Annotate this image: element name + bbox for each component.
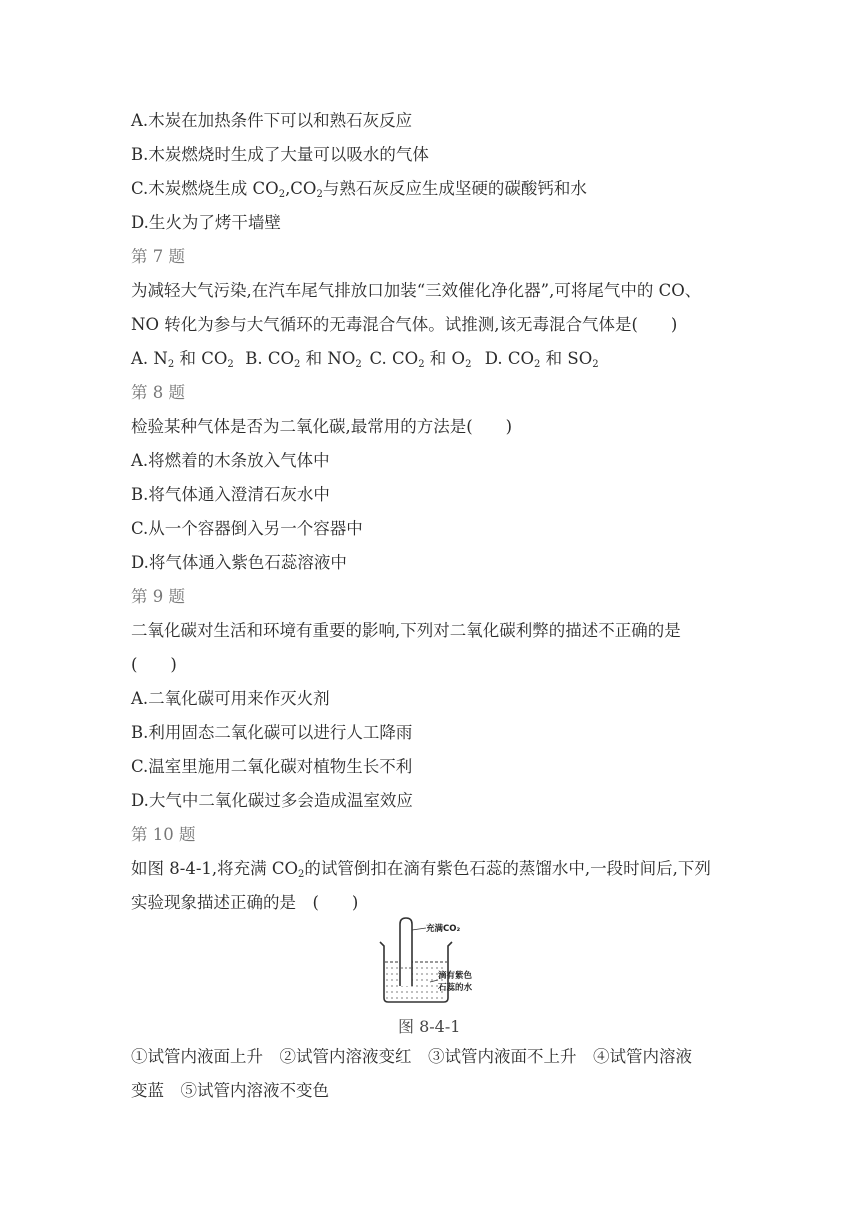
- figure-label-top: 充满CO₂: [426, 924, 461, 934]
- q8-option-d: D.将气体通入紫色石蕊溶液中: [131, 553, 347, 572]
- q7-stem-line2: NO 转化为参与大气循环的无毒混合气体。试推测,该无毒混合气体是( ): [131, 315, 678, 334]
- q9-option-c: C.温室里施用二氧化碳对植物生长不利: [131, 757, 413, 776]
- figure-label-bot: 石蕊的水: [438, 983, 473, 993]
- figure-label-mid: 滴有紫色: [438, 971, 473, 981]
- label-pointer-top: [412, 928, 426, 930]
- inverted-test-tube: [400, 918, 412, 986]
- q6-option-a: A.木炭在加热条件下可以和熟石灰反应: [131, 111, 413, 130]
- q8-option-a: A.将燃着的木条放入气体中: [131, 451, 330, 470]
- q10-title: 第 10 题: [131, 825, 196, 844]
- q6-option-c: C.木炭燃烧生成 $CO_2,CO_2$与熟石灰反应生成坚硬的碳酸钙和水: [131, 179, 587, 200]
- q8-title: 第 8 题: [131, 383, 185, 402]
- q9-stem-line2: ( ): [131, 655, 177, 674]
- q9-option-a: A.二氧化碳可用来作灭火剂: [131, 689, 330, 708]
- figure-caption: 图 8-4-1: [398, 1017, 461, 1036]
- q9-title: 第 9 题: [131, 587, 185, 606]
- q7-option-c: C. $CO_2$ 和 $O_2$: [369, 349, 472, 370]
- q9-option-d: D.大气中二氧化碳过多会造成温室效应: [131, 791, 413, 810]
- q7-stem-line1: 为减轻大气污染,在汽车尾气排放口加装“三效催化净化器”,可将尾气中的 CO、: [131, 281, 702, 300]
- q10-choices-line2: 变蓝 ⑤试管内溶液不变色: [131, 1081, 329, 1100]
- q7-option-d: D. $CO_2$ 和 $SO_2$: [484, 349, 599, 370]
- q8-option-b: B.将气体通入澄清石灰水中: [131, 485, 330, 504]
- liquid-hatching: [386, 968, 446, 998]
- test-tube-beaker-figure: [378, 916, 488, 1006]
- q10-choices-line1: ①试管内液面上升 ②试管内溶液变红 ③试管内液面不上升 ④试管内溶液: [131, 1047, 692, 1066]
- q8-stem: 检验某种气体是否为二氧化碳,最常用的方法是( ): [131, 417, 513, 436]
- q8-option-c: C.从一个容器倒入另一个容器中: [131, 519, 363, 538]
- q6-option-b: B.木炭燃烧时生成了大量可以吸水的气体: [131, 145, 429, 164]
- q7-options: [131, 348, 751, 370]
- q7-option-b: B. $CO_2$ 和 $NO_2$: [245, 349, 362, 370]
- q10-stem-line1: 如图 8-4-1,将充满 $CO_2$的试管倒扣在滴有紫色石蕊的蒸馏水中,一段时间后,下列: [131, 859, 711, 880]
- q9-option-b: B.利用固态二氧化碳可以进行人工降雨: [131, 723, 413, 742]
- q7-title: 第 7 题: [131, 247, 185, 266]
- q10-stem-line2: 实验现象描述正确的是 ( ): [131, 893, 359, 912]
- q9-stem-line1: 二氧化碳对生活和环境有重要的影响,下列对二氧化碳利弊的描述不正确的是: [131, 621, 681, 640]
- q7-option-a: A. $N_2$ 和 $CO_2$: [131, 349, 234, 370]
- q6-option-d: D.生火为了烤干墙壁: [131, 213, 281, 232]
